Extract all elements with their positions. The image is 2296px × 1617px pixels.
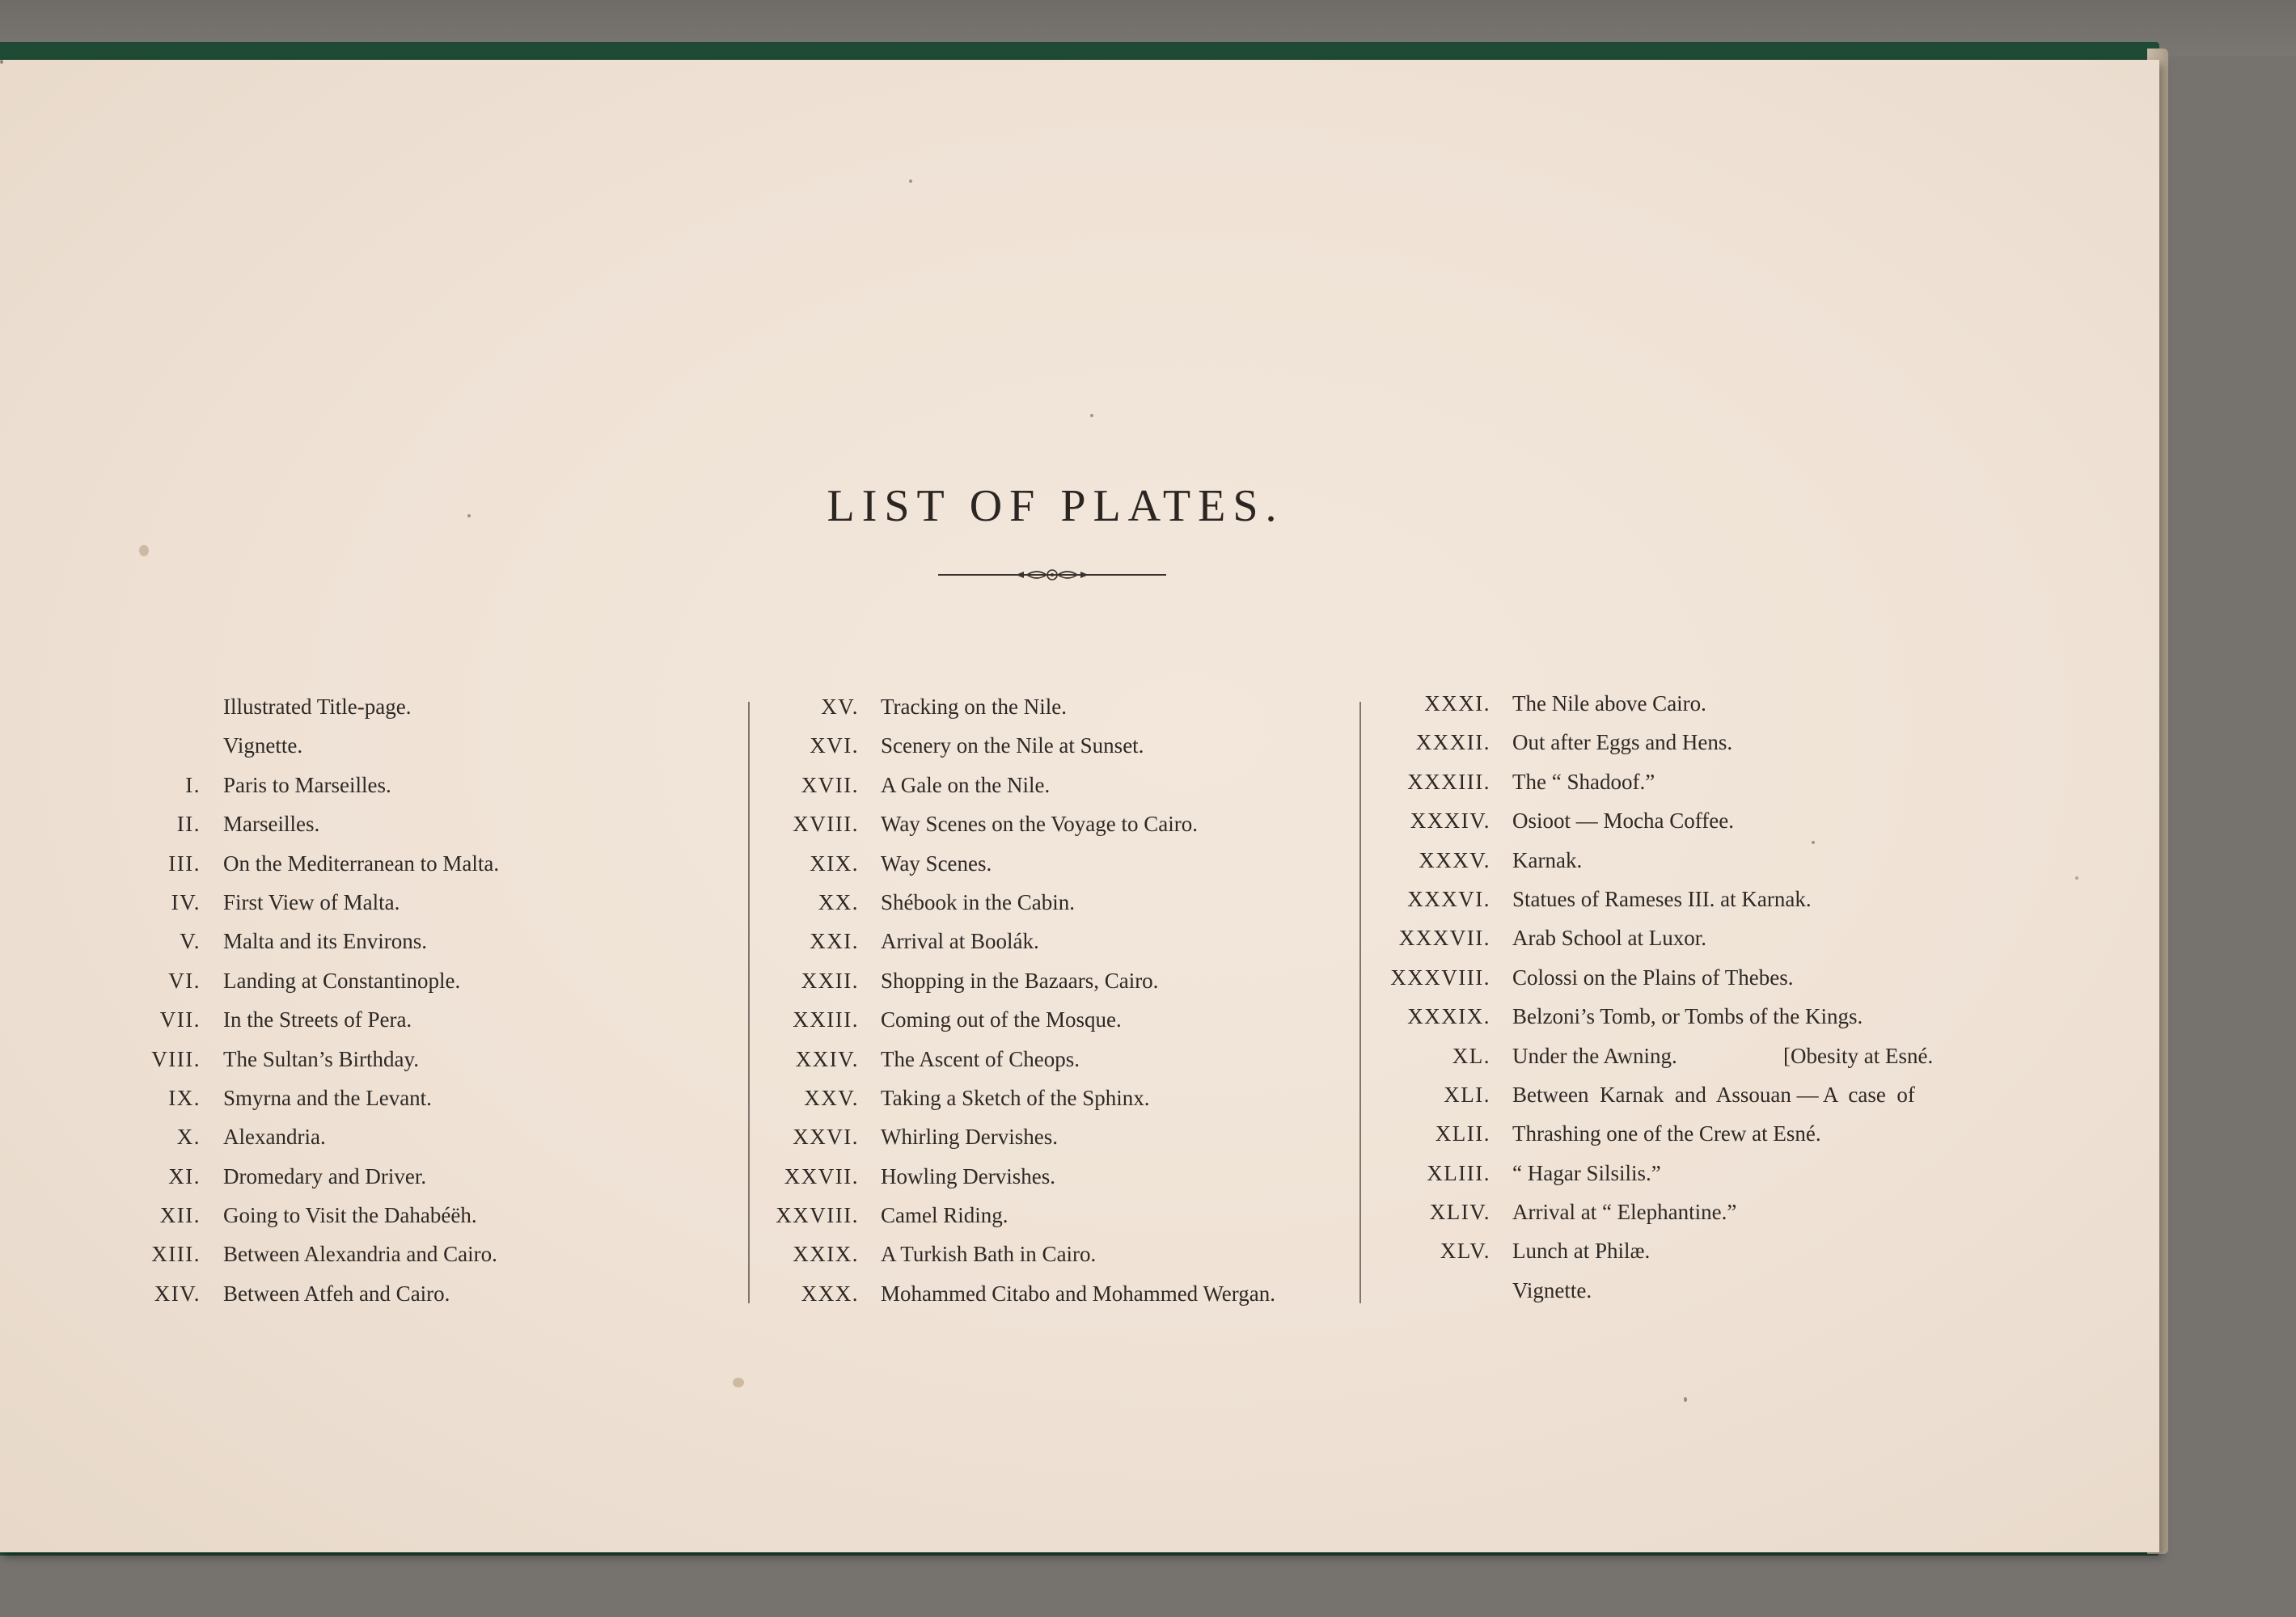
- plate-title: Illustrated Title-page.: [223, 695, 412, 719]
- plate-number: XXXI.: [1424, 691, 1490, 716]
- plate-number: IV.: [171, 889, 201, 914]
- plate-title: Paris to Marseilles.: [223, 772, 391, 797]
- plate-title: Shébook in the Cabin.: [881, 889, 1075, 914]
- plate-title: Colossi on the Plains of Thebes.: [1512, 965, 1794, 990]
- plate-title: In the Streets of Pera.: [223, 1007, 412, 1032]
- plate-number: XXXII.: [1415, 730, 1490, 755]
- plate-title: Between Atfeh and Cairo.: [223, 1281, 450, 1306]
- plate-number: XLII.: [1435, 1121, 1490, 1146]
- plate-number: VII.: [159, 1007, 201, 1032]
- plate-title: Arab School at Luxor.: [1512, 926, 1706, 951]
- plate-title: Vignette.: [223, 733, 303, 758]
- paper-speck: [909, 179, 912, 183]
- plate-number: IX.: [168, 1085, 201, 1110]
- paper-speck: [1812, 841, 1815, 844]
- plate-title: Mohammed Citabo and Mohammed Wergan.: [881, 1281, 1275, 1306]
- paper-speck: [2075, 876, 2078, 880]
- plate-number: XIII.: [151, 1242, 201, 1267]
- plate-number: III.: [168, 851, 201, 876]
- title-ornament: [938, 566, 1166, 584]
- plate-continuation-note: [Obesity at Esné.: [1783, 1043, 1934, 1068]
- plate-number: XXXV.: [1419, 847, 1490, 872]
- plate-number: I.: [185, 772, 201, 797]
- plate-number: XXXIII.: [1407, 769, 1490, 794]
- plate-title: Vignette.: [1512, 1277, 1592, 1302]
- plate-title: Arrival at “ Elephantine.”: [1512, 1200, 1737, 1225]
- plate-title: Way Scenes.: [881, 851, 992, 876]
- plate-number: V.: [180, 929, 201, 954]
- paper-speck: [1090, 414, 1093, 417]
- plate-number: XXIV.: [795, 1046, 859, 1071]
- plate-title: Taking a Sketch of the Sphinx.: [881, 1085, 1150, 1110]
- plate-title: Malta and its Environs.: [223, 929, 427, 954]
- book-page: [0, 60, 2159, 1552]
- page-title: LIST OF PLATES.: [827, 481, 1284, 531]
- plate-number: XXIII.: [793, 1007, 859, 1032]
- plate-title: Belzoni’s Tomb, or Tombs of the Kings.: [1512, 1004, 1863, 1029]
- plate-number: XXX.: [801, 1281, 859, 1306]
- plate-number: XLI.: [1444, 1082, 1490, 1107]
- plate-title: Scenery on the Nile at Sunset.: [881, 733, 1144, 758]
- paper-speck: [467, 514, 471, 517]
- plate-number: XLV.: [1440, 1239, 1490, 1264]
- plate-title: Arrival at Boolák.: [881, 929, 1039, 954]
- plate-number: XXII.: [801, 968, 859, 993]
- plate-number: XVIII.: [793, 812, 859, 837]
- plate-number: XXXVIII.: [1390, 965, 1490, 990]
- plate-title: Statues of Rameses III. at Karnak.: [1512, 886, 1812, 911]
- plate-title: Karnak.: [1512, 847, 1583, 872]
- plate-title: Camel Riding.: [881, 1203, 1008, 1228]
- plate-title: Marseilles.: [223, 812, 320, 837]
- plate-title: First View of Malta.: [223, 889, 400, 914]
- plate-title: The Sultan’s Birthday.: [223, 1046, 419, 1071]
- plate-title: Shopping in the Bazaars, Cairo.: [881, 968, 1159, 993]
- plate-number: XVI.: [810, 733, 859, 758]
- plate-title: Between Alexandria and Cairo.: [223, 1242, 497, 1267]
- plate-number: XV.: [821, 695, 859, 719]
- plate-number: XXVIII.: [776, 1203, 859, 1228]
- paper-speck: [0, 60, 3, 64]
- plate-title: Landing at Constantinople.: [223, 968, 461, 993]
- plate-title: Going to Visit the Dahabéëh.: [223, 1203, 477, 1228]
- paper-speck: [1684, 1397, 1687, 1402]
- plate-title: Osioot — Mocha Coffee.: [1512, 808, 1734, 834]
- plate-title: A Turkish Bath in Cairo.: [881, 1242, 1097, 1267]
- plate-title: Howling Dervishes.: [881, 1163, 1055, 1188]
- plate-number: XXXVI.: [1407, 886, 1490, 911]
- plate-title: Smyrna and the Levant.: [223, 1085, 432, 1110]
- plate-number: XXVII.: [784, 1163, 859, 1188]
- plate-number: XII.: [159, 1203, 201, 1228]
- plate-number: VI.: [168, 968, 201, 993]
- paper-speck: [733, 1378, 744, 1387]
- paper-speck: [139, 545, 149, 556]
- plate-title: Alexandria.: [223, 1125, 326, 1150]
- plate-number: VIII.: [151, 1046, 201, 1071]
- plate-title: The Ascent of Cheops.: [881, 1046, 1080, 1071]
- plate-number: XXVI.: [793, 1125, 859, 1150]
- plate-number: XXXVII.: [1398, 926, 1490, 951]
- plate-title: Under the Awning.: [1512, 1043, 1677, 1068]
- plate-number: XLIII.: [1427, 1160, 1490, 1185]
- plate-title: Lunch at Philæ.: [1512, 1239, 1651, 1264]
- plate-title: Dromedary and Driver.: [223, 1163, 427, 1188]
- plate-title: Coming out of the Mosque.: [881, 1007, 1122, 1032]
- plate-title: The Nile above Cairo.: [1512, 691, 1706, 716]
- plate-number: XVII.: [801, 772, 859, 797]
- plate-title: Way Scenes on the Voyage to Cairo.: [881, 812, 1199, 837]
- plate-title: Tracking on the Nile.: [881, 695, 1067, 719]
- plate-title: Thrashing one of the Crew at Esné.: [1512, 1121, 1821, 1146]
- plate-number: XIV.: [154, 1281, 201, 1306]
- plate-title: A Gale on the Nile.: [881, 772, 1051, 797]
- plate-title: The “ Shadoof.”: [1512, 769, 1655, 794]
- plate-number: X.: [176, 1125, 201, 1150]
- plate-number: XXI.: [810, 929, 859, 954]
- plate-number: XXXIV.: [1410, 808, 1490, 834]
- plate-title: Whirling Dervishes.: [881, 1125, 1058, 1150]
- plate-number: XX.: [818, 889, 859, 914]
- plate-number: XI.: [168, 1163, 201, 1188]
- plate-title: On the Mediterranean to Malta.: [223, 851, 500, 876]
- plate-number: XXV.: [804, 1085, 859, 1110]
- plate-number: II.: [176, 812, 201, 837]
- plate-number: XIX.: [810, 851, 859, 876]
- plate-title: Out after Eggs and Hens.: [1512, 730, 1733, 755]
- plate-title: “ Hagar Silsilis.”: [1512, 1160, 1661, 1185]
- plate-number: XXIX.: [793, 1242, 859, 1267]
- plate-number: XXXIX.: [1407, 1004, 1490, 1029]
- plate-number: XL.: [1452, 1043, 1490, 1068]
- plate-number: XLIV.: [1429, 1200, 1490, 1225]
- plate-title: Between Karnak and Assouan — A case of: [1512, 1082, 1915, 1107]
